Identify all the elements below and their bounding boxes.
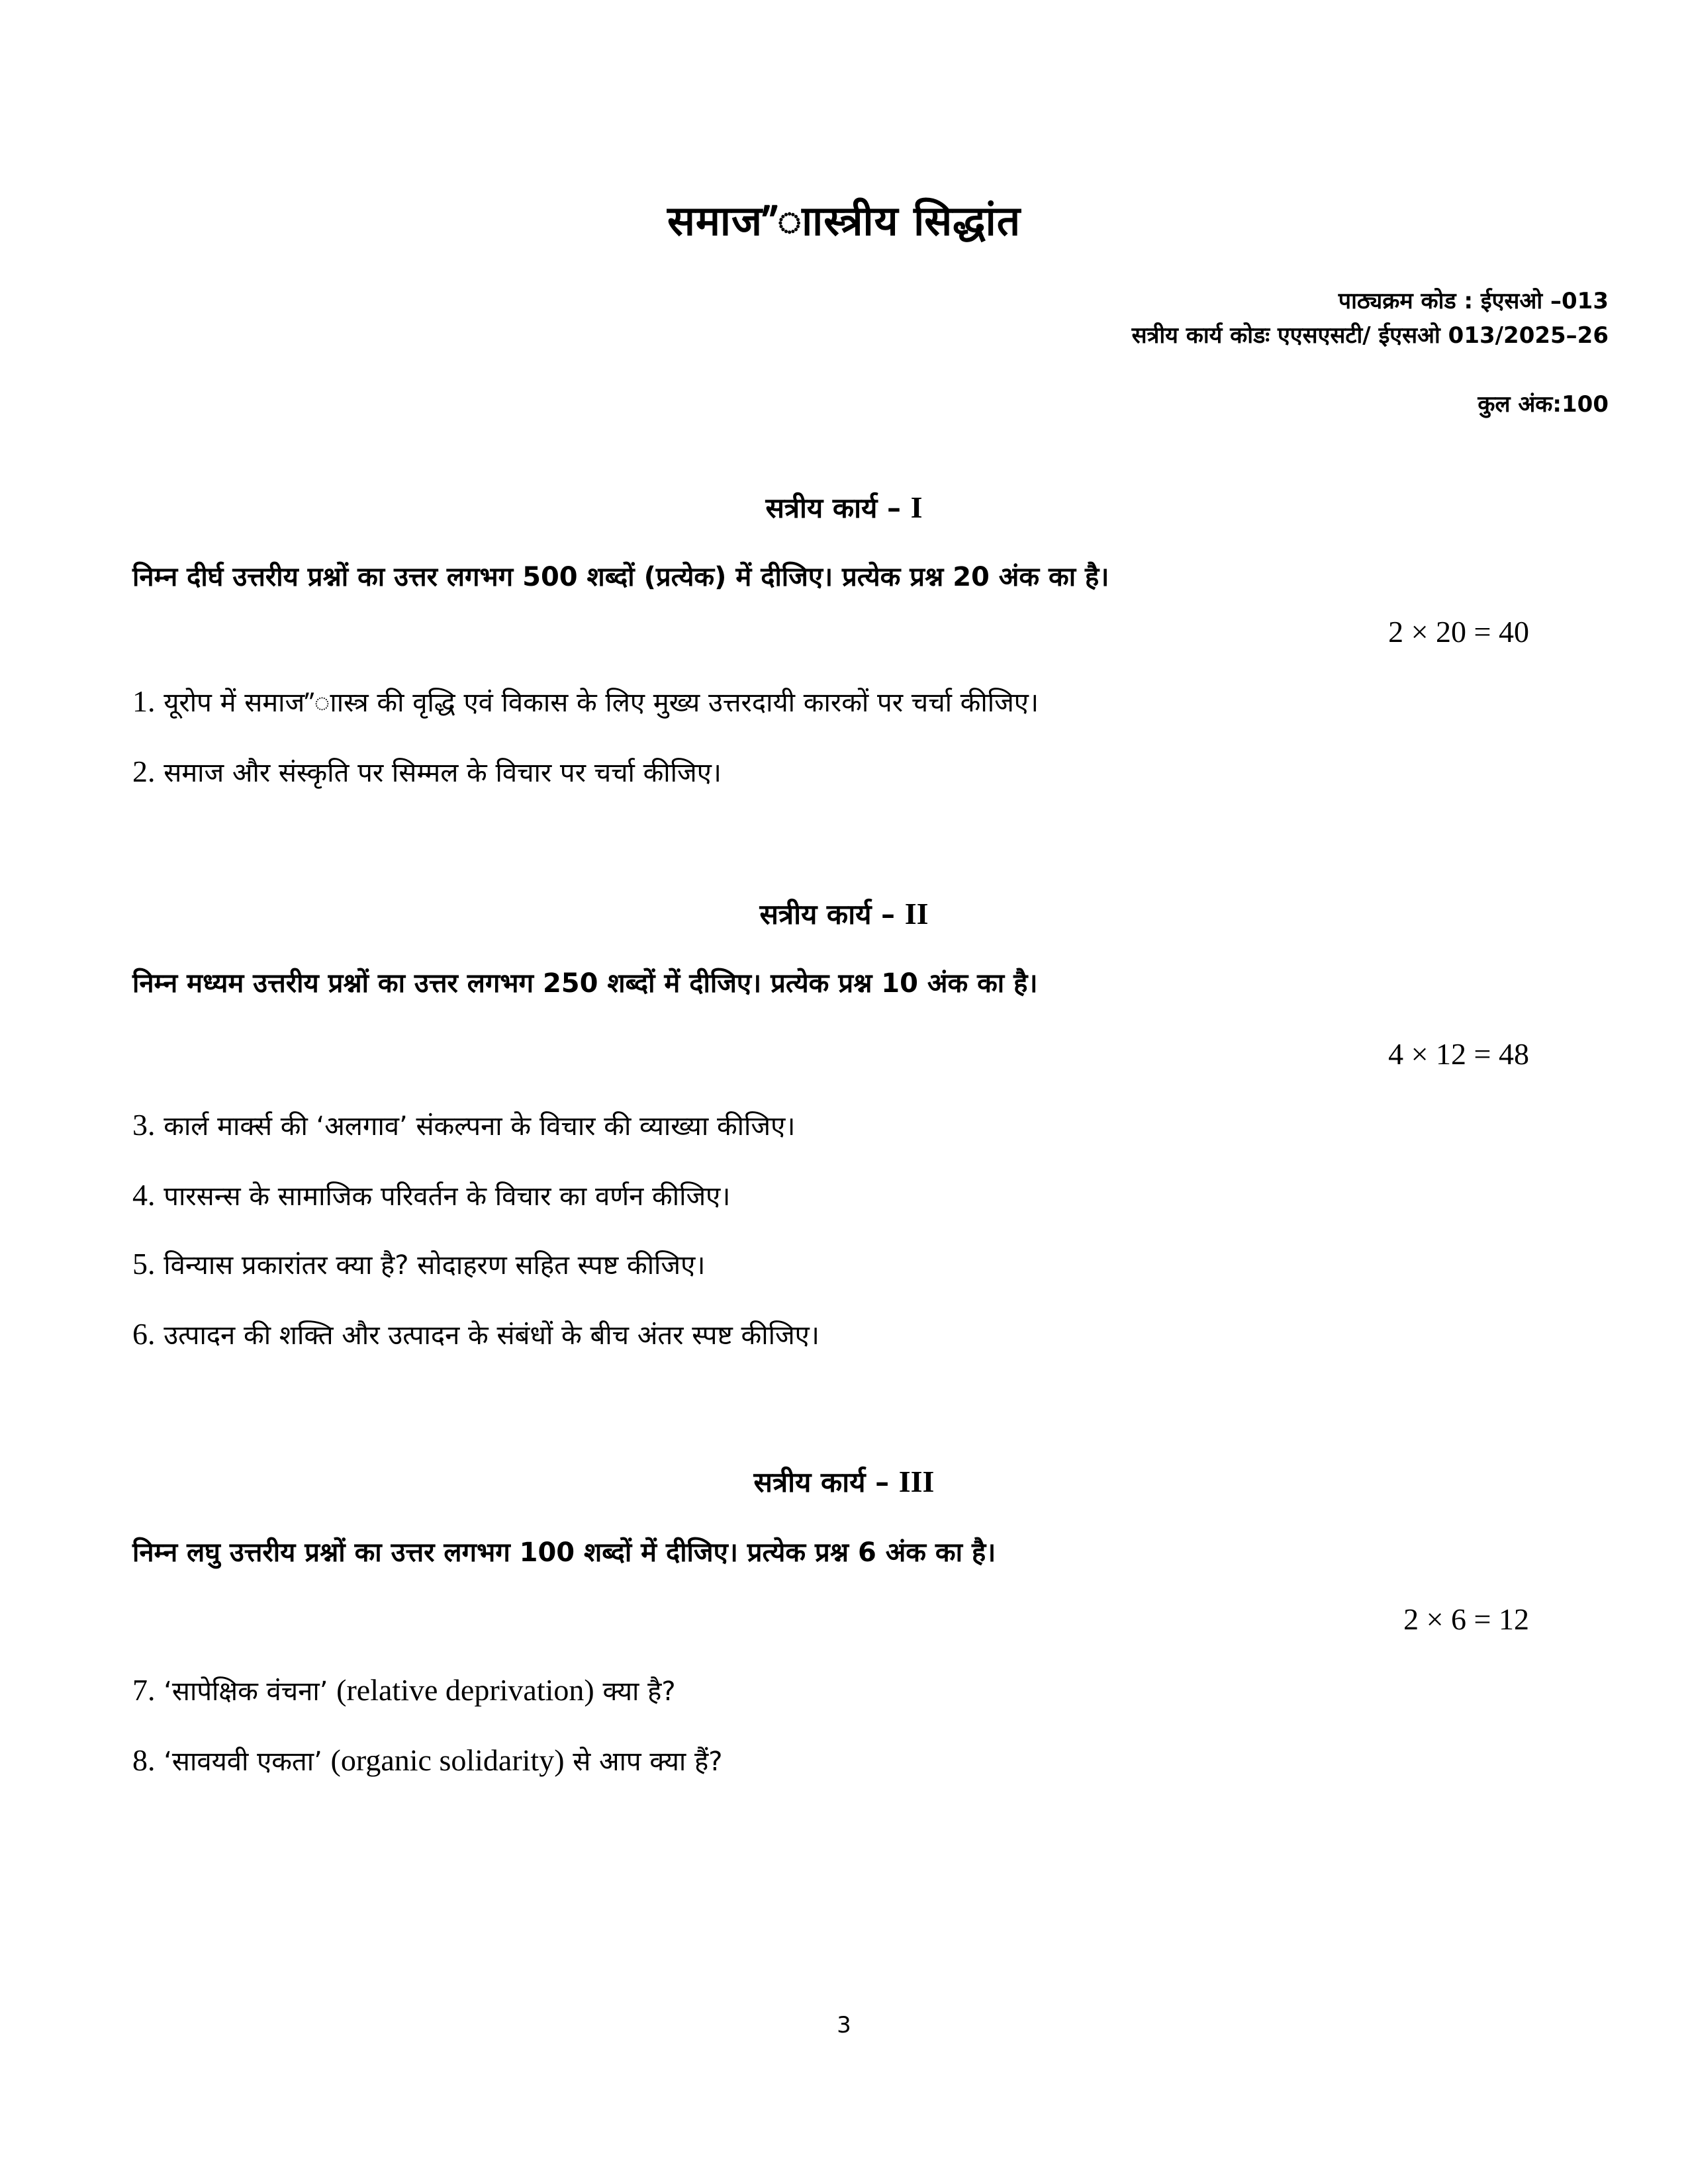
- section-heading-1: [0, 488, 1688, 526]
- question-term-english: (organic solidarity): [330, 1743, 565, 1777]
- question-7: [132, 1672, 676, 1708]
- section-roman-numeral: III: [898, 1465, 935, 1498]
- question-tail: से आप क्या हैं?: [573, 1747, 723, 1777]
- question-term-english: (relative deprivation): [336, 1673, 594, 1707]
- section-3-instruction: निम्न लघु उत्तरीय प्रश्नों का उत्तर लगभग 100 शब्दों में दीजिए। प्रत्येक प्रश्न 6 अंक का है।: [132, 1537, 996, 1568]
- question-8: [132, 1742, 722, 1778]
- question-text: समाज और संस्कृति पर सिम्मल के विचार पर चर्चा कीजिए।: [164, 758, 722, 788]
- assignment-code: सत्रीय कार्य कोडः एएसएसटी/ ईएसओ 013/2025–26: [1131, 322, 1609, 349]
- section-3-marks: 2 × 6 = 12: [1403, 1602, 1529, 1636]
- section-roman-numeral: II: [904, 897, 929, 931]
- question-text: कार्ल मार्क्स की ‘अलगाव’ संकल्पना के विचार की व्याख्या कीजिए।: [164, 1111, 796, 1142]
- section-1-marks: 2 × 20 = 40: [1388, 615, 1529, 649]
- question-number: 2.: [132, 754, 156, 788]
- question-term-hindi: ‘सापेक्षिक वंचना’: [164, 1676, 328, 1707]
- section-heading-label: सत्रीय कार्य –: [765, 492, 902, 524]
- section-heading-3: [0, 1463, 1688, 1500]
- question-1: [132, 683, 1039, 719]
- question-number: 7.: [132, 1673, 156, 1707]
- course-code: पाठ्यक्रम कोड : ईएसओ –013: [1338, 288, 1609, 314]
- question-text: यूरोप में समाज”ाास्त्र की वृद्धि एवं विकास के लिए मुख्य उत्तरदायी कारकों पर चर्चा कीजिए।: [164, 688, 1039, 718]
- question-text: विन्यास प्रकारांतर क्या है? सोदाहरण सहित स्पष्ट कीजिए।: [164, 1250, 706, 1281]
- document-title: समाज”ाास्त्रीय सिद्धांत: [667, 197, 1021, 245]
- question-5: [132, 1246, 705, 1282]
- question-text: उत्पादन की शक्ति और उत्पादन के संबंधों के बीच अंतर स्पष्ट कीजिए।: [164, 1320, 820, 1351]
- section-heading-2: [0, 895, 1688, 933]
- question-number: 1.: [132, 684, 156, 718]
- question-number: 8.: [132, 1743, 156, 1777]
- question-number: 6.: [132, 1317, 156, 1351]
- question-2: [132, 753, 722, 790]
- question-6: [132, 1316, 820, 1352]
- section-heading-label: सत्रीय कार्य –: [753, 1466, 890, 1498]
- section-2-marks: 4 × 12 = 48: [1388, 1037, 1529, 1071]
- question-tail: क्या है?: [602, 1676, 676, 1707]
- question-3: [132, 1107, 795, 1143]
- section-heading-label: सत्रीय कार्य –: [759, 898, 896, 931]
- question-number: 4.: [132, 1178, 156, 1212]
- question-number: 3.: [132, 1108, 156, 1142]
- page-number: 3: [837, 2012, 851, 2038]
- question-text: पारसन्स के सामाजिक परिवर्तन के विचार का वर्णन कीजिए।: [164, 1181, 731, 1212]
- question-number: 5.: [132, 1247, 156, 1281]
- question-4: [132, 1177, 730, 1213]
- question-term-hindi: ‘सावयवी एकता’: [164, 1747, 322, 1777]
- total-marks: कुल अंक:100: [1477, 391, 1609, 418]
- section-roman-numeral: I: [910, 490, 923, 524]
- section-1-instruction: निम्न दीर्घ उत्तरीय प्रश्नों का उत्तर लगभग 500 शब्दों (प्रत्येक) में दीजिए। प्रत्येक प्रश्न 20 अंक का है।: [132, 562, 1109, 592]
- section-2-instruction: निम्न मध्यम उत्तरीय प्रश्नों का उत्तर लगभग 250 शब्दों में दीजिए। प्रत्येक प्रश्न 10 अंक का है।: [132, 968, 1038, 999]
